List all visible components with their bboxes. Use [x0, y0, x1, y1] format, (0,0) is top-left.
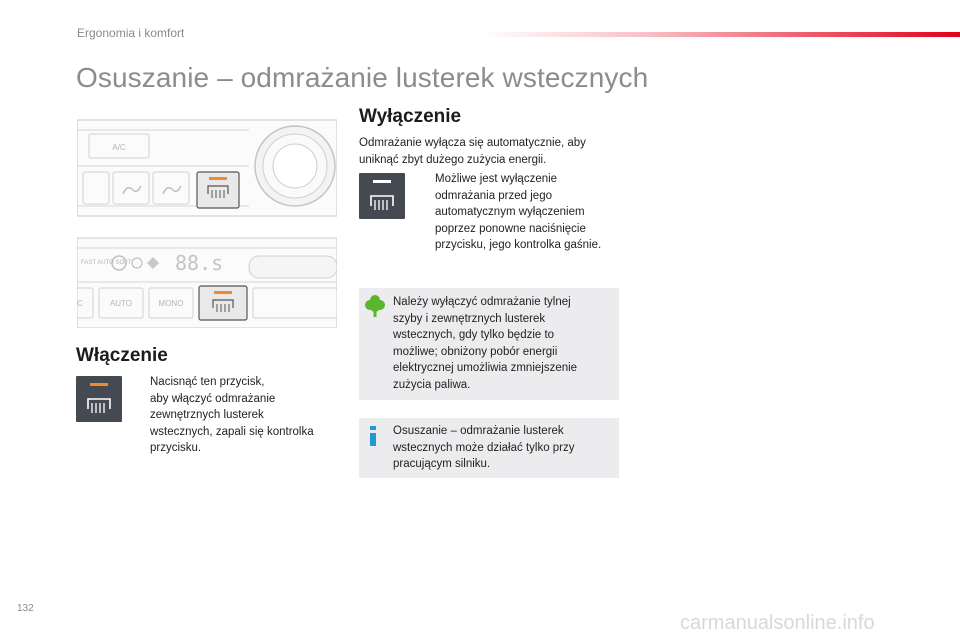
ac-label: A/C [112, 143, 126, 152]
mirror-defrost-icon-off [359, 173, 405, 219]
activation-text-line: przycisku. [150, 442, 202, 454]
activation-text-line: aby włączyć odmrażanie [150, 392, 276, 405]
deactivation-text-line: przycisku, jego kontrolka gaśnie. [435, 239, 602, 251]
activation-text-line: zewnętrznych lusterek [150, 409, 264, 421]
deactivation-intro-line: Odmrażanie wyłącza się automatycznie, aby [359, 137, 586, 149]
eco-note-box [359, 288, 619, 400]
deactivation-text-line: poprzez ponowne naciśnięcie [435, 222, 586, 235]
eco-note-line: Należy wyłączyć odmrażanie tylnej [393, 296, 571, 308]
info-note-box [359, 418, 619, 478]
eco-note-line: zużycia paliwa. [393, 378, 471, 391]
upper-climate-panel [77, 120, 337, 216]
climate-panel-illustration [77, 114, 337, 328]
activation-heading: Włączenie [76, 345, 168, 366]
section-label: Ergonomia i komfort [77, 26, 185, 40]
mirror-defrost-icon [359, 173, 405, 219]
mirror-defrost-icon [76, 376, 122, 422]
mono-button-label: MONO [158, 299, 184, 308]
auto-button-label: AUTO [109, 299, 133, 308]
eco-note-line: szyby i zewnętrznych lusterek [393, 312, 546, 325]
eco-note-line: wstecznych, gdy tylko będzie to [393, 329, 555, 341]
temperature-display: 88.s [175, 251, 224, 275]
info-note-line: Osuszanie – odmrażanie lusterek [393, 425, 564, 437]
deactivation-intro [359, 135, 619, 168]
tree-icon [365, 294, 385, 318]
page-number: 132 [17, 603, 34, 614]
info-note-line: pracującym silniku. [393, 458, 491, 470]
activation-text-line: wstecznych, zapali się kontrolka [150, 425, 314, 438]
deactivation-text-line: automatycznym wyłączeniem [435, 206, 585, 218]
auto-soft-label: FAST AUTO SOFT [81, 260, 132, 266]
mirror-defrost-icon-on [76, 376, 122, 422]
eco-note-line: elektrycznej umożliwia zmniejszenie [393, 362, 578, 374]
deactivation-intro-line: uniknąć zbyt dużego zużycia energii. [359, 153, 547, 166]
page-title: Osuszanie – odmrażanie lusterek wstecznych [76, 62, 649, 93]
info-note-line: wstecznych może działać tylko przy [393, 441, 575, 454]
eco-note-line: możliwe; obniżony pobór energii [393, 345, 558, 358]
deactivation-heading: Wyłączenie [359, 106, 462, 127]
footer-watermark: carmanualsonline.info [680, 612, 875, 634]
header-accent-bar [480, 32, 960, 37]
info-icon [367, 426, 379, 446]
activation-text-line: Nacisnąć ten przycisk, [150, 376, 265, 388]
activation-text [150, 374, 340, 457]
eco-note-text [393, 294, 617, 393]
lower-climate-panel [77, 238, 337, 328]
deactivation-text-line: Możliwe jest wyłączenie [435, 173, 558, 185]
deactivation-text [435, 171, 625, 254]
info-note-text [393, 423, 617, 473]
deactivation-text-line: odmrażania przed jego [435, 189, 552, 202]
left-button-label: C [77, 299, 83, 308]
